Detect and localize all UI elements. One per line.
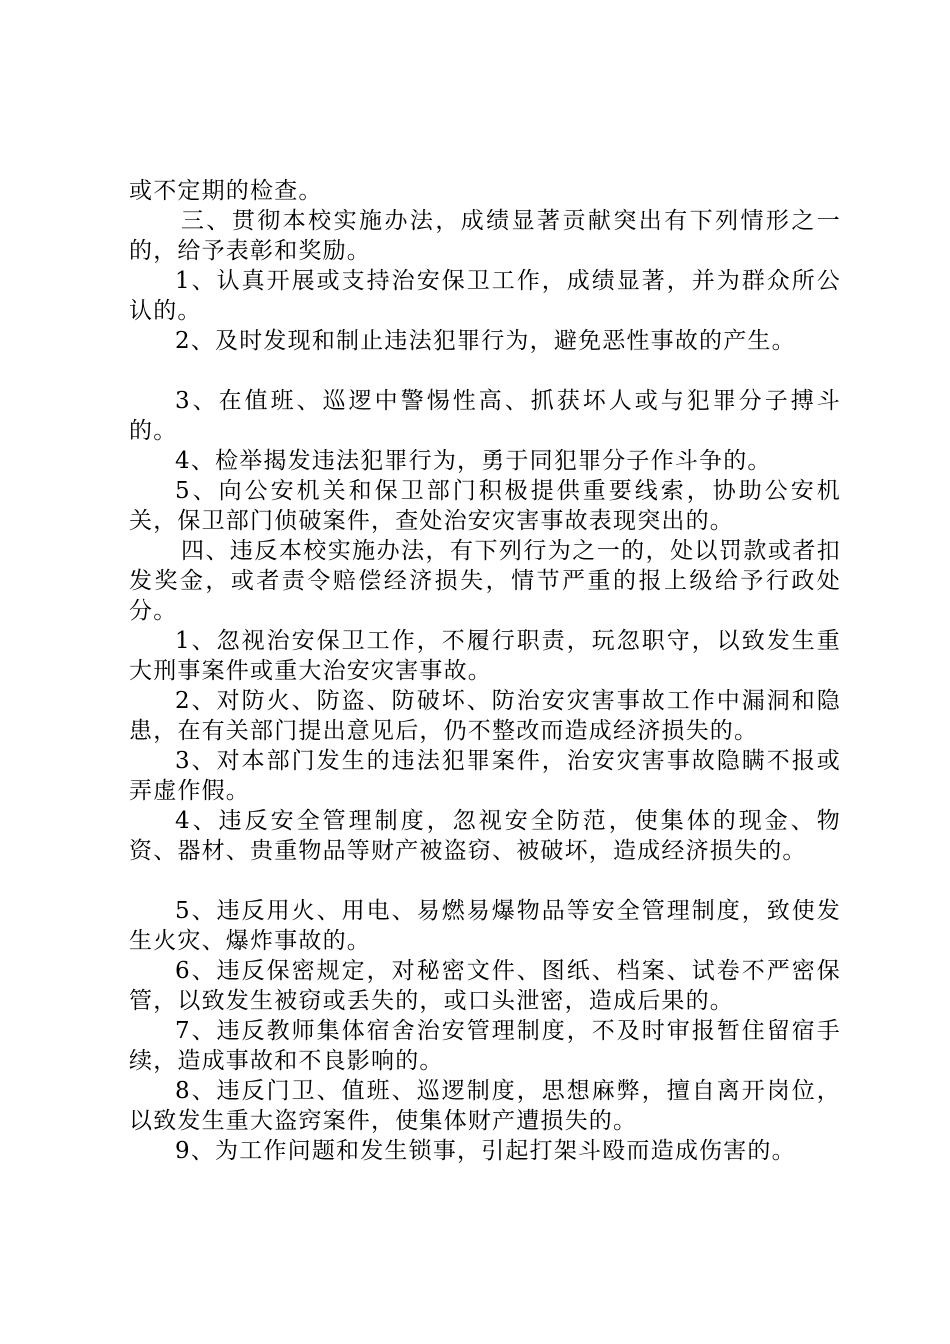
blank-line: [129, 866, 841, 896]
paragraph: 3、对本部门发生的违法犯罪案件，治安灾害事故隐瞒不报或弄虚作假。: [129, 748, 841, 804]
paragraph: 4、检举揭发违法犯罪行为，勇于同犯罪分子作斗争的。: [175, 448, 772, 474]
paragraph: 5、向公安机关和保卫部门积极提供重要线索，协助公安机关，保卫部门侦破案件，查处治安灾害事故表现突出的。: [129, 478, 841, 534]
section-heading-3: 三、贯彻本校实施办法，成绩显著贡献突出有下列情形之一的，给予表彰和奖励。: [129, 208, 841, 264]
section-heading-4: 四、违反本校实施办法，有下列行为之一的，处以罚款或者扣发奖金，或者责令赔偿经济损失，情节严重的报上级给予行政处分。: [129, 538, 841, 624]
paragraph: 2、及时发现和制止违法犯罪行为，避免恶性事故的产生。: [175, 328, 796, 354]
paragraph: 8、违反门卫、值班、巡逻制度，思想麻弊，擅自离开岗位，以致发生重大盗窍案件，使集体财产遭损失的。: [129, 1078, 841, 1134]
paragraph: 5、违反用火、用电、易燃易爆物品等安全管理制度，致使发生火灾、爆炸事故的。: [129, 898, 841, 954]
blank-line: [129, 356, 841, 386]
document-body: [129, 176, 841, 1166]
paragraph: 3、在值班、巡逻中警惕性高、抓获坏人或与犯罪分子搏斗的。: [129, 388, 841, 444]
paragraph: 7、违反教师集体宿舍治安管理制度，不及时审报暂住留宿手续，造成事故和不良影响的。: [129, 1018, 841, 1074]
paragraph: 2、对防火、防盗、防破坏、防治安灾害事故工作中漏洞和隐患，在有关部门提出意见后，仍不整改而造成经济损失的。: [129, 688, 841, 744]
paragraph: 4、违反安全管理制度，忽视安全防范，使集体的现金、物资、器材、贵重物品等财产被盗窃、被破坏，造成经济损失的。: [129, 808, 841, 864]
paragraph: 6、违反保密规定，对秘密文件、图纸、档案、试卷不严密保管，以致发生被窃或丢失的，或口头泄密，造成后果的。: [129, 958, 841, 1014]
paragraph: 或不定期的检查。: [129, 178, 323, 204]
paragraph: 1、认真开展或支持治安保卫工作，成绩显著，并为群众所公认的。: [129, 268, 841, 324]
paragraph: 9、为工作问题和发生锁事，引起打架斗殴而造成伤害的。: [175, 1138, 796, 1164]
paragraph: 1、忽视治安保卫工作，不履行职责，玩忽职守，以致发生重大刑事案件或重大治安灾害事故。: [129, 628, 841, 684]
